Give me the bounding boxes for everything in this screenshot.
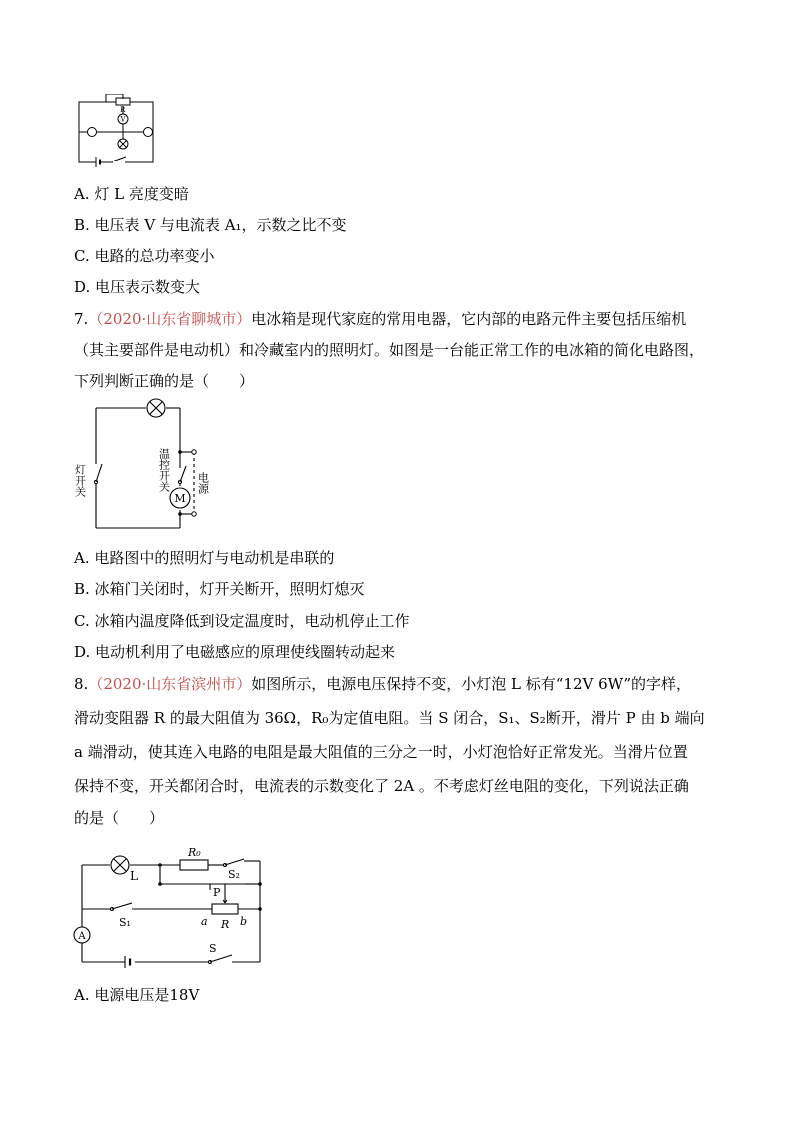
battery-icon xyxy=(125,956,130,968)
lamp-l-label: L xyxy=(130,869,138,883)
q7-option-b: B. 冰箱门关闭时，灯开关断开，照明灯熄灭 xyxy=(74,580,365,598)
q6-option-d: D. 电压表示数变大 xyxy=(74,278,201,296)
lamp-icon xyxy=(111,856,129,874)
q7-option-d: D. 电动机利用了电磁感应的原理使线圈转动起来 xyxy=(74,643,396,661)
q8-stem-line2: 滑动变阻器 R 的最大阻值为 36Ω，R₀为定值电阻。当 S 闭合，S₁、S₂断开，滑片 P 由 b 端向 xyxy=(74,709,705,727)
end-b-label: b xyxy=(240,915,248,928)
s-label: S xyxy=(209,942,217,955)
lamp-switch-label: 灯开关 xyxy=(73,464,87,497)
q7-number: 7. xyxy=(74,310,89,328)
q7-source: （2020·山东省聊城市） xyxy=(88,310,252,328)
q8-stem-line5: 的是（ ） xyxy=(74,809,165,827)
ammeter-icon xyxy=(74,927,90,943)
q6-option-b: B. 电压表 V 与电流表 A₁，示数之比不变 xyxy=(74,216,347,234)
slider-p-label: P xyxy=(213,886,221,899)
voltmeter-label: V xyxy=(120,115,126,124)
q8-number: 8. xyxy=(74,675,89,693)
power-source-label: 电源 xyxy=(196,472,210,494)
circuit-diagram-q8 xyxy=(70,840,270,970)
temp-switch-label: 温控开关 xyxy=(157,448,171,492)
switch-s1-icon xyxy=(111,903,133,911)
q7-stem-line1: 7.（2020·山东省聊城市）电冰箱是现代家庭的常用电器，它内部的电路元件主要包括压缩机 xyxy=(74,310,687,328)
q8-stem-line4: 保持不变，开关都闭合时，电流表的示数变化了 2A 。不考虑灯丝电阻的变化，下列说法正确 xyxy=(74,777,689,795)
switch-s2-icon xyxy=(224,859,245,867)
rheostat-r-label: R xyxy=(221,918,230,931)
motor-icon xyxy=(170,488,190,508)
s1-label: S₁ xyxy=(119,916,131,929)
lamp-icon xyxy=(147,399,165,417)
switch-s-icon xyxy=(209,955,233,964)
rheostat-r-icon xyxy=(212,904,238,914)
q7-stem-line2: （其主要部件是电动机）和冷藏室内的照明灯。如图是一台能正常工作的电冰箱的简化电路图， xyxy=(74,341,705,359)
svg-text:M: M xyxy=(174,492,186,505)
s2-label: S₂ xyxy=(228,868,240,881)
circuit-diagram-q6 xyxy=(76,94,158,172)
q8-stem-line1: 8.（2020·山东省滨州市）如图所示，电源电压保持不变，小灯泡 L 标有“12V 6W”的字样， xyxy=(74,675,692,693)
q8-stem-line3: a 端滑动，使其连入电路的电阻是最大阻值的三分之一时，小灯泡恰好正常发光。当滑片位置 xyxy=(74,743,688,761)
lamp-switch-icon xyxy=(93,464,102,484)
q6-option-c: C. 电路的总功率变小 xyxy=(74,247,215,265)
q7-option-c: C. 冰箱内温度降低到设定温度时，电动机停止工作 xyxy=(74,612,410,630)
q6-option-a: A. 灯 L 亮度变暗 xyxy=(74,185,189,203)
rheostat-label: R xyxy=(120,106,126,114)
end-a-label: a xyxy=(201,915,208,928)
resistor-r0-icon xyxy=(180,860,208,870)
q8-option-a: A. 电源电压是18V xyxy=(74,986,200,1004)
q7-stem-line3: 下列判断正确的是（ ） xyxy=(74,372,255,390)
q8-source: （2020·山东省滨州市） xyxy=(88,675,252,693)
svg-text:A: A xyxy=(78,931,86,942)
circuit-diagram-q7 xyxy=(72,398,212,534)
temp-switch-icon xyxy=(177,466,186,484)
r0-label: R₀ xyxy=(188,846,201,859)
q7-option-a: A. 电路图中的照明灯与电动机是串联的 xyxy=(74,549,335,567)
